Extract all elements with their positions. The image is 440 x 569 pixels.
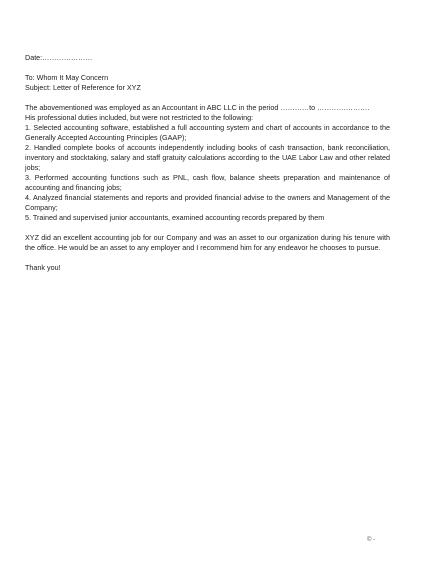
spacer <box>25 253 390 263</box>
duty-item-3: 3. Performed accounting functions such as PNL, cash flow, balance sheets preparation and maintenance of accounting and financing jobs; <box>25 173 390 192</box>
letter-body <box>25 53 390 273</box>
closing-paragraph: XYZ did an excellent accounting job for our Company and was an asset to our organization during his tenure with the office. He would be an asset to any employer and I recommend him for any endeavor he chooses to pursue. <box>25 233 390 252</box>
spacer <box>25 63 390 73</box>
duty-item-2: 2. Handled complete books of accounts independently including books of cash transaction, bank reconciliation, inventory and stocktaking, salary and staff gratuity calculations according to the UAE Labor Law and other related jobs; <box>25 143 390 172</box>
duties-list <box>25 123 390 223</box>
duty-item-1: 1. Selected accounting software, established a full accounting system and chart of accounts in accordance to the Generally Accepted Accounting Principles (GAAP); <box>25 123 390 142</box>
subject-line: Subject: Letter of Reference for XYZ <box>25 83 141 92</box>
spacer <box>25 93 390 103</box>
intro-line-employment: The abovementioned was employed as an Accountant in ABC LLC in the period …………to …………………. <box>25 103 370 112</box>
thanks-line: Thank you! <box>25 263 61 272</box>
duty-item-5: 5. Trained and supervised junior accountants, examined accounting records prepared by them <box>25 213 325 222</box>
recipient-line: To: Whom It May Concern <box>25 73 109 82</box>
intro-line-duties: His professional duties included, but were not restricted to the following: <box>25 113 254 122</box>
spacer <box>25 223 390 233</box>
date-line: Date:………………… <box>25 53 93 62</box>
page-footer: © - <box>367 537 376 543</box>
duty-item-4: 4. Analyzed financial statements and reports and provided financial advise to the owners and Management of the Company; <box>25 193 390 212</box>
